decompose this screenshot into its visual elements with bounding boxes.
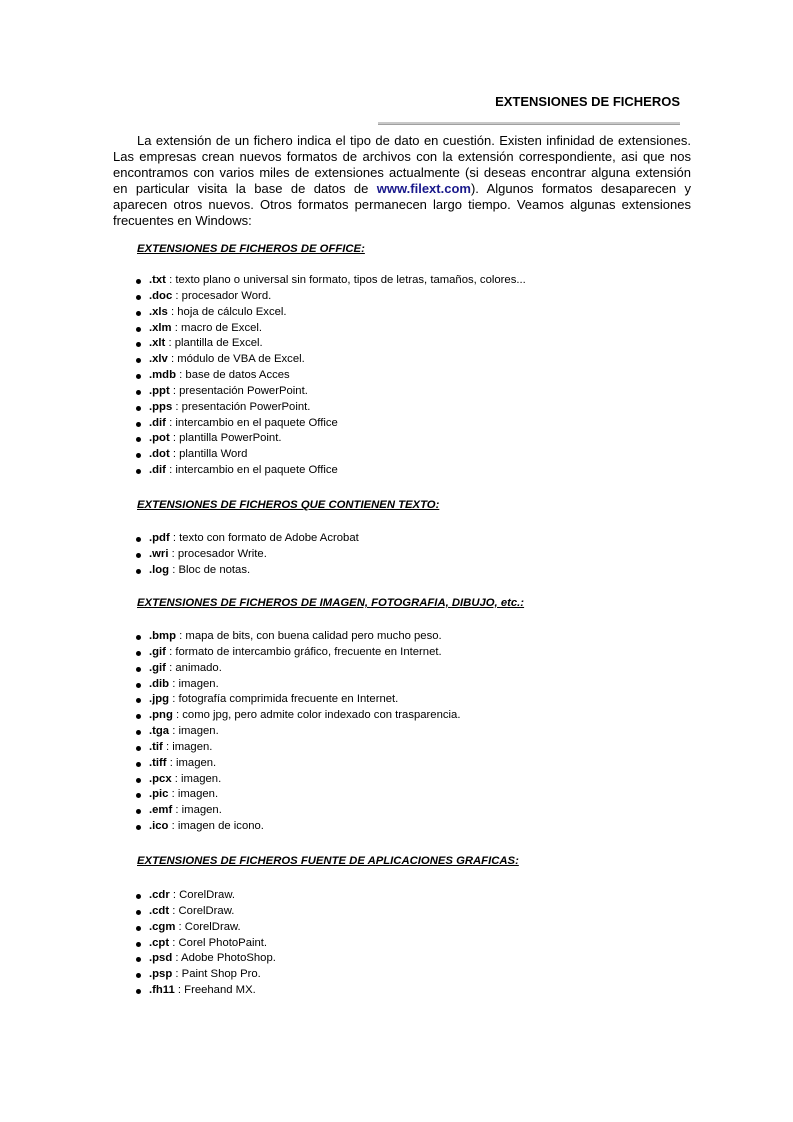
list-item: .tiff : imagen. [131,756,460,772]
extension-name: .pdf [149,532,170,544]
bullet-icon [136,279,141,284]
extension-description: procesador Word. [181,289,272,302]
extension-name: .jpg [149,693,170,706]
bullet-icon [136,390,141,395]
extension-name: .cpt [149,936,170,949]
bullet-icon [136,989,141,994]
bullet-icon [136,327,141,332]
extension-description: imagen. [178,725,219,738]
list-item: .emf : imagen. [131,803,460,819]
bullet-icon [136,295,141,300]
bullet-icon [136,746,141,751]
extension-description: CorelDraw. [179,889,236,901]
list-item: .pdf : texto con formato de Adobe Acrobat [131,531,359,547]
extension-list-office [131,273,526,479]
list-item: .cpt : Corel PhotoPaint. [131,936,276,952]
bullet-icon [136,667,141,672]
extension-name: .xls [149,305,168,318]
extension-list-image [131,629,460,835]
list-item: .fh11 : Freehand MX. [131,983,276,999]
list-item: .dif : intercambio en el paquete Office [131,416,526,432]
extension-description: animado. [175,661,222,674]
extension-description: como jpg, pero admite color indexado con trasparencia. [182,709,461,722]
extension-description: imagen de icono. [177,820,264,833]
extension-description: plantilla de Excel. [174,337,263,350]
list-item: .cdr : CorelDraw. [131,888,276,904]
extension-name: .psd [149,952,173,965]
extension-list-graphics [131,888,276,999]
list-item: .cgm : CorelDraw. [131,920,276,936]
extension-name: .log [149,563,170,576]
extension-description: formato de intercambio gráfico, frecuente en Internet. [175,645,442,658]
intro-text-end: ). Algunos formatos desaparecen y aparecen otros nuevos. Otros formatos permanecen largo tiempo. Veamos algunas extensiones frecuentes en Windows: [113,181,692,228]
extension-name: .emf [149,804,173,817]
bullet-icon [136,698,141,703]
page-title: EXTENSIONES DE FICHEROS [495,94,680,109]
list-item: .ppt : presentación PowerPoint. [131,384,526,400]
extension-description: imagen. [181,804,222,817]
extension-name: .dif [149,464,166,477]
extension-name: .dif [149,416,166,429]
extension-name: .pcx [149,772,172,785]
extension-name: .cgm [149,920,176,933]
list-item: .txt : texto plano o universal sin formato, tipos de letras, tamaños, colores... [131,273,526,289]
bullet-icon [136,809,141,814]
bullet-icon [136,358,141,363]
list-item: .bmp : mapa de bits, con buena calidad pero mucho peso. [131,629,460,645]
extension-name: .dot [149,448,170,461]
list-item: .pot : plantilla PowerPoint. [131,431,526,447]
extension-description: imagen. [177,788,219,801]
bullet-icon [136,342,141,347]
extension-name: .fh11 [149,984,175,997]
bullet-icon [136,537,141,542]
extension-description: CorelDraw. [184,920,241,933]
bullet-icon [136,793,141,798]
title-divider [378,122,680,125]
list-item: .dot : plantilla Word [131,447,526,463]
extension-description: Corel PhotoPaint. [178,936,268,949]
extension-name: .pps [149,400,173,413]
bullet-icon [136,683,141,688]
extension-description: texto plano o universal sin formato, tipos de letras, tamaños, colores... [175,274,526,286]
extension-description: presentación PowerPoint. [179,384,308,397]
extension-description: plantilla PowerPoint. [179,432,282,445]
list-item: .wri : procesador Write. [131,547,359,563]
extension-name: .xlt [149,337,166,350]
extension-description: imagen. [178,677,219,690]
extension-name: .tif [149,740,163,753]
list-item: .cdt : CorelDraw. [131,904,276,920]
bullet-icon [136,651,141,656]
bullet-icon [136,730,141,735]
intro-paragraph [113,133,691,229]
list-item: .tga : imagen. [131,724,460,740]
list-item: .dib : imagen. [131,677,460,693]
extension-description: CorelDraw. [178,904,235,917]
list-item: .ico : imagen de icono. [131,819,460,835]
list-item: .pps : presentación PowerPoint. [131,400,526,416]
extension-description: imagen. [181,772,222,785]
extension-name: .psp [149,968,173,981]
extension-name: .gif [149,661,166,674]
list-item: .xlt : plantilla de Excel. [131,336,526,352]
bullet-icon [136,422,141,427]
extension-name: .gif [149,645,166,658]
list-item: .png : como jpg, pero admite color indexado con trasparencia. [131,708,460,724]
list-item: .xlm : macro de Excel. [131,321,526,337]
list-item: .mdb : base de datos Acces [131,368,526,384]
bullet-icon [136,778,141,783]
extension-description: base de datos Acces [185,369,290,382]
extension-description: imagen. [176,756,217,769]
extension-name: .cdt [149,904,170,917]
extension-list-text [131,531,359,579]
list-item: .pic : imagen. [131,787,460,803]
extension-description: Adobe PhotoShop. [181,952,276,965]
filext-link[interactable]: www.filext.com [376,181,471,196]
bullet-icon [136,569,141,574]
extension-description: módulo de VBA de Excel. [177,353,305,366]
list-item: .jpg : fotografía comprimida frecuente en Internet. [131,692,460,708]
extension-name: .xlv [149,353,168,366]
bullet-icon [136,762,141,767]
extension-name: .txt [149,274,166,286]
extension-name: .ppt [149,384,170,397]
bullet-icon [136,453,141,458]
bullet-icon [136,942,141,947]
extension-description: presentación PowerPoint. [181,400,311,413]
bullet-icon [136,714,141,719]
extension-name: .tga [149,725,170,738]
extension-description: intercambio en el paquete Office [175,416,338,429]
extension-name: .bmp [149,630,176,642]
list-item: .xls : hoja de cálculo Excel. [131,305,526,321]
bullet-icon [136,374,141,379]
extension-description: intercambio en el paquete Office [175,464,338,477]
extension-name: .pic [149,788,169,801]
list-item: .doc : procesador Word. [131,289,526,305]
section-heading-text: EXTENSIONES DE FICHEROS QUE CONTIENEN TEXTO: [137,499,440,511]
list-item: .pcx : imagen. [131,772,460,788]
extension-description: fotografía comprimida frecuente en Internet. [178,693,399,706]
extension-name: .dib [149,677,170,690]
extension-description: plantilla Word [179,448,248,461]
bullet-icon [136,635,141,640]
extension-description: hoja de cálculo Excel. [177,305,287,318]
section-heading-office: EXTENSIONES DE FICHEROS DE OFFICE: [137,243,365,255]
list-item: .psd : Adobe PhotoShop. [131,951,276,967]
list-item: .gif : formato de intercambio gráfico, frecuente en Internet. [131,645,460,661]
extension-description: mapa de bits, con buena calidad pero mucho peso. [185,630,442,642]
bullet-icon [136,825,141,830]
section-heading-graphics: EXTENSIONES DE FICHEROS FUENTE DE APLICACIONES GRAFICAS: [137,855,519,867]
bullet-icon [136,437,141,442]
extension-name: .doc [149,289,173,302]
extension-description: imagen. [172,740,213,753]
bullet-icon [136,973,141,978]
list-item: .psp : Paint Shop Pro. [131,967,276,983]
extension-name: .mdb [149,369,176,382]
bullet-icon [136,910,141,915]
extension-description: Freehand MX. [184,984,256,997]
bullet-icon [136,926,141,931]
extension-name: .xlm [149,321,172,334]
extension-description: Paint Shop Pro. [181,968,261,981]
intro-text-start: La extensión de un fichero indica el tipo de dato en cuestión. Existen infinidad de extensiones. Las empresas crean nuevos formatos de archivos con la extensión correspondiente, asi que nos encontramos con varios miles de extensiones actualmente (si deseas encontrar alguna extensión en particular visita la base de datos de [113,133,691,196]
list-item: .gif : animado. [131,661,460,677]
extension-name: .tiff [149,756,167,769]
section-heading-image: EXTENSIONES DE FICHEROS DE IMAGEN, FOTOGRAFIA, DIBUJO, etc.: [137,597,525,609]
extension-name: .pot [149,432,170,445]
bullet-icon [136,311,141,316]
extension-name: .wri [149,547,169,560]
bullet-icon [136,894,141,899]
list-item: .tif : imagen. [131,740,460,756]
bullet-icon [136,406,141,411]
extension-description: texto con formato de Adobe Acrobat [179,532,359,544]
extension-name: .cdr [149,889,170,901]
extension-name: .ico [149,820,169,833]
list-item: .log : Bloc de notas. [131,563,359,579]
bullet-icon [136,469,141,474]
bullet-icon [136,553,141,558]
extension-name: .png [149,709,173,722]
list-item: .dif : intercambio en el paquete Office [131,463,526,479]
extension-description: macro de Excel. [181,321,263,334]
bullet-icon [136,957,141,962]
extension-description: procesador Write. [177,547,267,560]
extension-description: Bloc de notas. [178,563,251,576]
list-item: .xlv : módulo de VBA de Excel. [131,352,526,368]
